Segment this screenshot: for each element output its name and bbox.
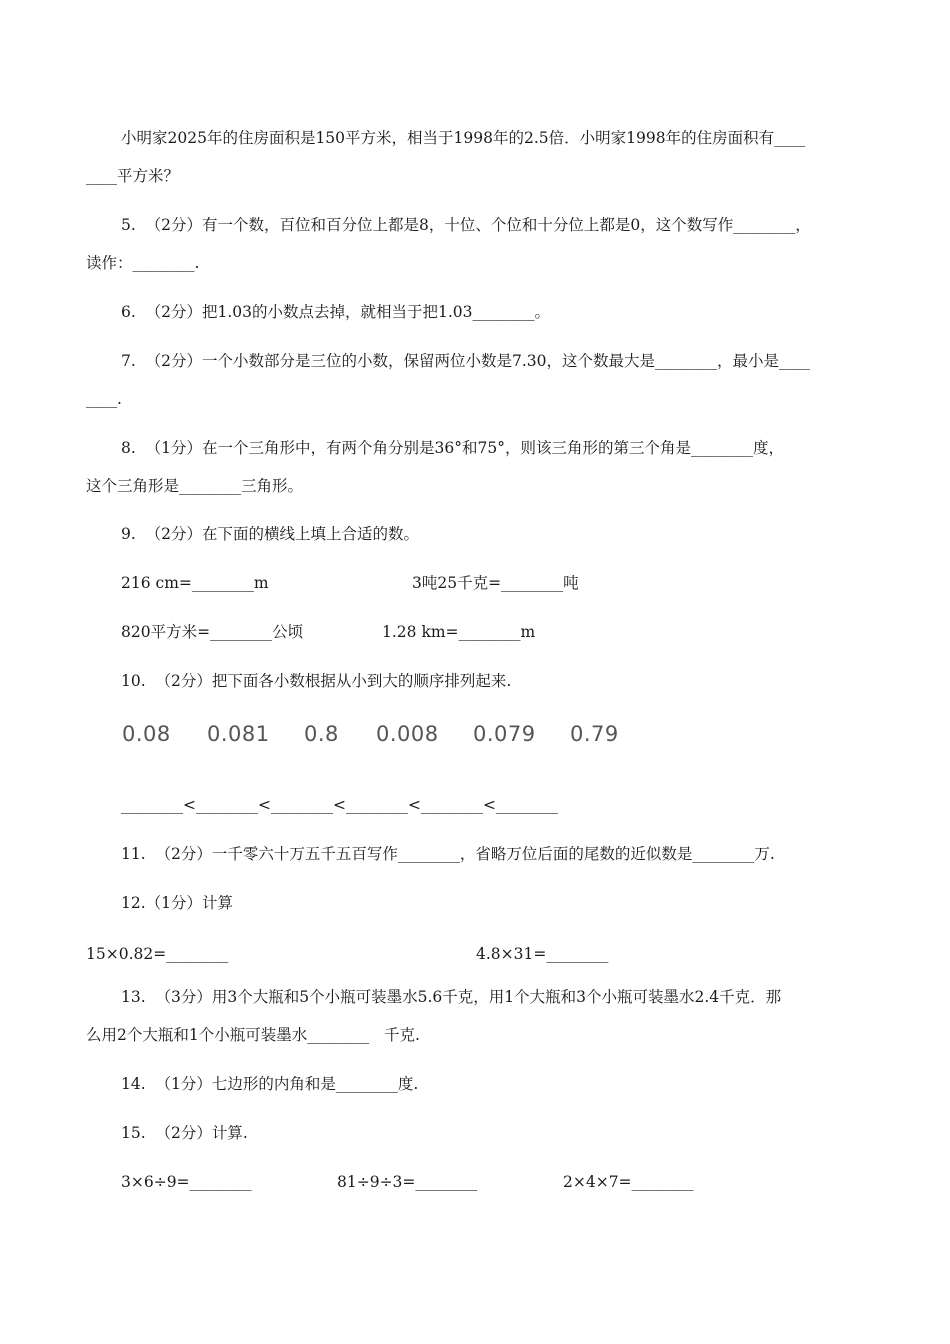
q10-decimal-5: 0.079 bbox=[473, 722, 536, 746]
q12-item-1: 15×0.82=________ bbox=[86, 945, 229, 963]
q11-line1: 11. （2分）一千零六十万五千五百写作________，省略万位后面的尾数的近似数是________万. bbox=[121, 845, 775, 863]
q15-item-2: 81÷9÷3=________ bbox=[337, 1173, 478, 1191]
q4-line2: ____平方米？ bbox=[86, 167, 180, 185]
q10-decimal-6: 0.79 bbox=[570, 722, 619, 746]
q8-line2: 这个三角形是________三角形。 bbox=[86, 477, 304, 495]
q10-decimal-3: 0.8 bbox=[304, 722, 339, 746]
q5-line2: 读作：________. bbox=[86, 254, 200, 272]
q4-line1: 小明家2025年的住房面积是150平方米，相当于1998年的2.5倍．小明家1998年的住房面积有____ bbox=[121, 129, 806, 147]
q9-line1: 9. （2分）在下面的横线上填上合适的数。 bbox=[121, 525, 420, 543]
q10-line1: 10. （2分）把下面各小数根据从小到大的顺序排列起来. bbox=[121, 672, 512, 690]
q10-decimal-1: 0.08 bbox=[122, 722, 171, 746]
q12-item-2: 4.8×31=________ bbox=[476, 945, 609, 963]
q9-item-1: 216 cm=________m bbox=[121, 574, 269, 592]
q13-line2: 么用2个大瓶和1个小瓶可装墨水________ 千克. bbox=[86, 1026, 420, 1044]
q6-line1: 6. （2分）把1.03的小数点去掉，就相当于把1.03________。 bbox=[121, 303, 551, 321]
q8-line1: 8. （1分）在一个三角形中，有两个角分别是36°和75°，则该三角形的第三个角是________度， bbox=[121, 439, 784, 457]
q15-item-3: 2×4×7=________ bbox=[563, 1173, 694, 1191]
q9-item-3: 820平方米=________公顷 bbox=[121, 623, 304, 641]
q12-line1: 12.（1分）计算 bbox=[121, 894, 234, 912]
q14-line1: 14. （1分）七边形的内角和是________度. bbox=[121, 1075, 419, 1093]
q7-line2: ____. bbox=[86, 390, 122, 408]
q10-decimal-2: 0.081 bbox=[207, 722, 270, 746]
q13-line1: 13. （3分）用3个大瓶和5个小瓶可装墨水5.6千克，用1个大瓶和3个小瓶可装墨水2.4千克．那 bbox=[121, 988, 782, 1006]
q10-answer-line: ________<________<________<________<________<________ bbox=[121, 796, 558, 814]
q15-line1: 15. （2分）计算. bbox=[121, 1124, 248, 1142]
q10-decimal-4: 0.008 bbox=[376, 722, 439, 746]
q7-line1: 7. （2分）一个小数部分是三位的小数，保留两位小数是7.30，这个数最大是________，最小是____ bbox=[121, 352, 811, 370]
q15-item-1: 3×6÷9=________ bbox=[121, 1173, 252, 1191]
q5-line1: 5. （2分）有一个数，百位和百分位上都是8，十位、个位和十分位上都是0，这个数写作________， bbox=[121, 216, 811, 234]
q9-item-2: 3吨25千克=________吨 bbox=[412, 574, 579, 592]
q9-item-4: 1.28 km=________m bbox=[382, 623, 536, 641]
